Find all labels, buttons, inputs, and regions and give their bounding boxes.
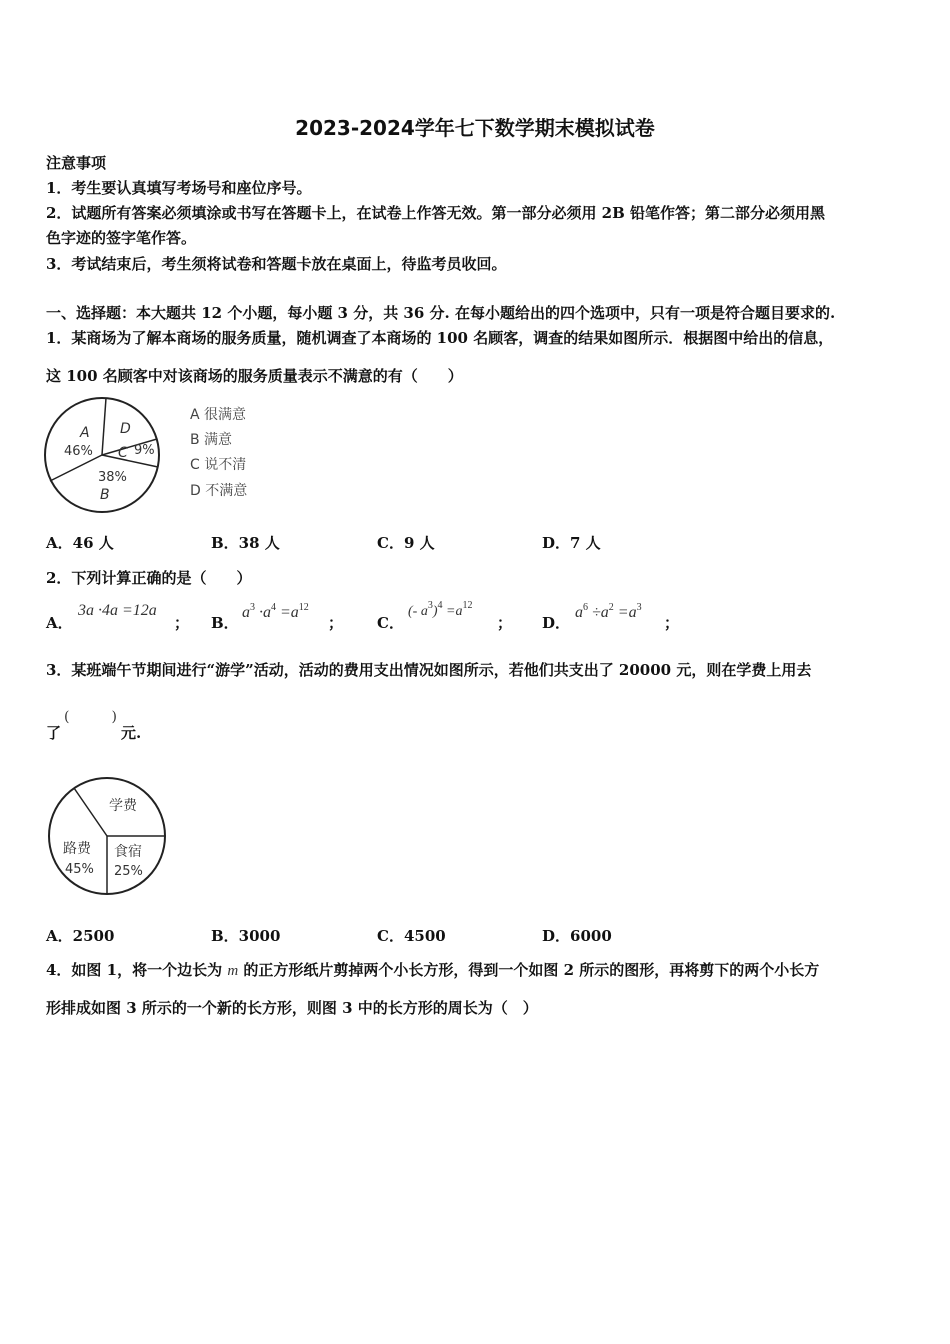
q4-stem-line-1: 4．如图 1，将一个边长为 m 的正方形纸片剪掉两个小长方形，得到一个如图 2 所示的图形，再将剪下的两个小长方 bbox=[46, 961, 820, 979]
q1-pie-chart bbox=[40, 395, 280, 520]
section-heading: 一、选择题：本大题共 12 个小题，每小题 3 分，共 36 分. 在每小题给出的四个选项中，只有一项是符合题目要求的. bbox=[46, 304, 836, 322]
q2-option-d-label: D． bbox=[542, 614, 571, 632]
notice-line-2a: 2．试题所有答案必须填涂或书写在答题卡上，在试卷上作答无效。第一部分必须用 2B 铅笔作答；第二部分必须用黑 bbox=[46, 204, 826, 222]
q1-label-a-pct: 46% bbox=[64, 444, 93, 459]
q3-label-lufei: 路费 bbox=[63, 841, 91, 857]
q1-pie-divider-a-d bbox=[102, 398, 106, 455]
q3-option-c: C．4500 bbox=[377, 927, 446, 945]
q1-legend-a: A 很满意 bbox=[190, 407, 247, 423]
q1-stem-line-1: 1．某商场为了解本商场的服务质量，随机调查了本商场的 100 名顾客，调查的结果如图所示．根据图中给出的信息， bbox=[46, 329, 834, 347]
q2-option-c-expr: (- $a^3)^4 =a^{12}$ bbox=[408, 600, 473, 619]
q1-option-c: C．9 人 bbox=[377, 534, 435, 552]
q3-stem-line-1: 3．某班端午节期间进行“游学”活动，活动的费用支出情况如图所示，若他们共支出了 20000 元，则在学费上用去 bbox=[46, 661, 812, 679]
notice-line-1: 1．考生要认真填写考场号和座位序号。 bbox=[46, 179, 312, 197]
q1-label-c: C bbox=[118, 445, 128, 461]
q2-option-a-sep: ； bbox=[174, 614, 190, 632]
notice-line-3: 3．考试结束后，考生须将试卷和答题卡放在桌面上，待监考员收回。 bbox=[46, 255, 507, 273]
q3-label-shisu-pct: 25% bbox=[114, 864, 143, 879]
notice-heading: 注意事项 bbox=[46, 154, 107, 172]
q3-stem-line-2-pre: 了 bbox=[46, 724, 62, 742]
q3-pie-chart bbox=[44, 775, 174, 900]
q1-label-c-pct: 9% bbox=[134, 443, 155, 458]
q3-pie-divider-1 bbox=[74, 788, 107, 836]
q2-option-a-expr: 3a ·4a =12a bbox=[78, 602, 157, 619]
q3-label-shisu: 食宿 bbox=[114, 844, 142, 860]
q1-legend-d: D 不满意 bbox=[190, 483, 248, 499]
q1-stem-line-2: 这 100 名顾客中对该商场的服务质量表示不满意的有（ ） bbox=[46, 367, 463, 385]
q1-option-d: D．7 人 bbox=[542, 534, 601, 552]
q2-option-b-expr: $a^3 \cdot a^4 =a^{12}$ bbox=[242, 602, 309, 621]
q2-option-c-sep: ； bbox=[497, 614, 513, 632]
q1-legend-c: C 说不清 bbox=[190, 457, 247, 473]
q3-option-d: D．6000 bbox=[542, 927, 612, 945]
q3-stem-line-2-post: 元. bbox=[121, 724, 142, 742]
q3-option-a: A．2500 bbox=[46, 927, 115, 945]
q2-option-b-sep: ； bbox=[328, 614, 344, 632]
q1-label-b: B bbox=[100, 487, 110, 503]
q2-stem: 2．下列计算正确的是（ ） bbox=[46, 569, 252, 587]
q1-legend-b: B 满意 bbox=[190, 432, 233, 448]
q2-option-a-label: A． bbox=[46, 614, 73, 632]
q2-option-d-expr: $a^6 \div a^2 =a^3$ bbox=[575, 602, 642, 621]
q3-label-xuefei: 学费 bbox=[109, 798, 137, 814]
q2-option-b-label: B． bbox=[211, 614, 239, 632]
page-title: 2023-2024学年七下数学期末模拟试卷 bbox=[295, 116, 655, 140]
q1-option-b: B．38 人 bbox=[211, 534, 280, 552]
notice-line-2b: 色字迹的签字笔作答。 bbox=[46, 229, 197, 247]
q3-option-b: B．3000 bbox=[211, 927, 281, 945]
q4-stem-line-2: 形排成如图 3 所示的一个新的长方形，则图 3 中的长方形的周长为（ ） bbox=[46, 999, 538, 1017]
q2-option-d-sep: ； bbox=[664, 614, 680, 632]
q2-option-c-label: C． bbox=[377, 614, 404, 632]
q3-answer-blank: ( ) bbox=[64, 709, 117, 725]
q3-label-lufei-pct: 45% bbox=[65, 862, 94, 877]
q1-option-a: A．46 人 bbox=[46, 534, 114, 552]
q1-label-d: D bbox=[120, 421, 131, 437]
q1-label-b-pct: 38% bbox=[98, 470, 127, 485]
q1-label-a: A bbox=[80, 425, 90, 441]
